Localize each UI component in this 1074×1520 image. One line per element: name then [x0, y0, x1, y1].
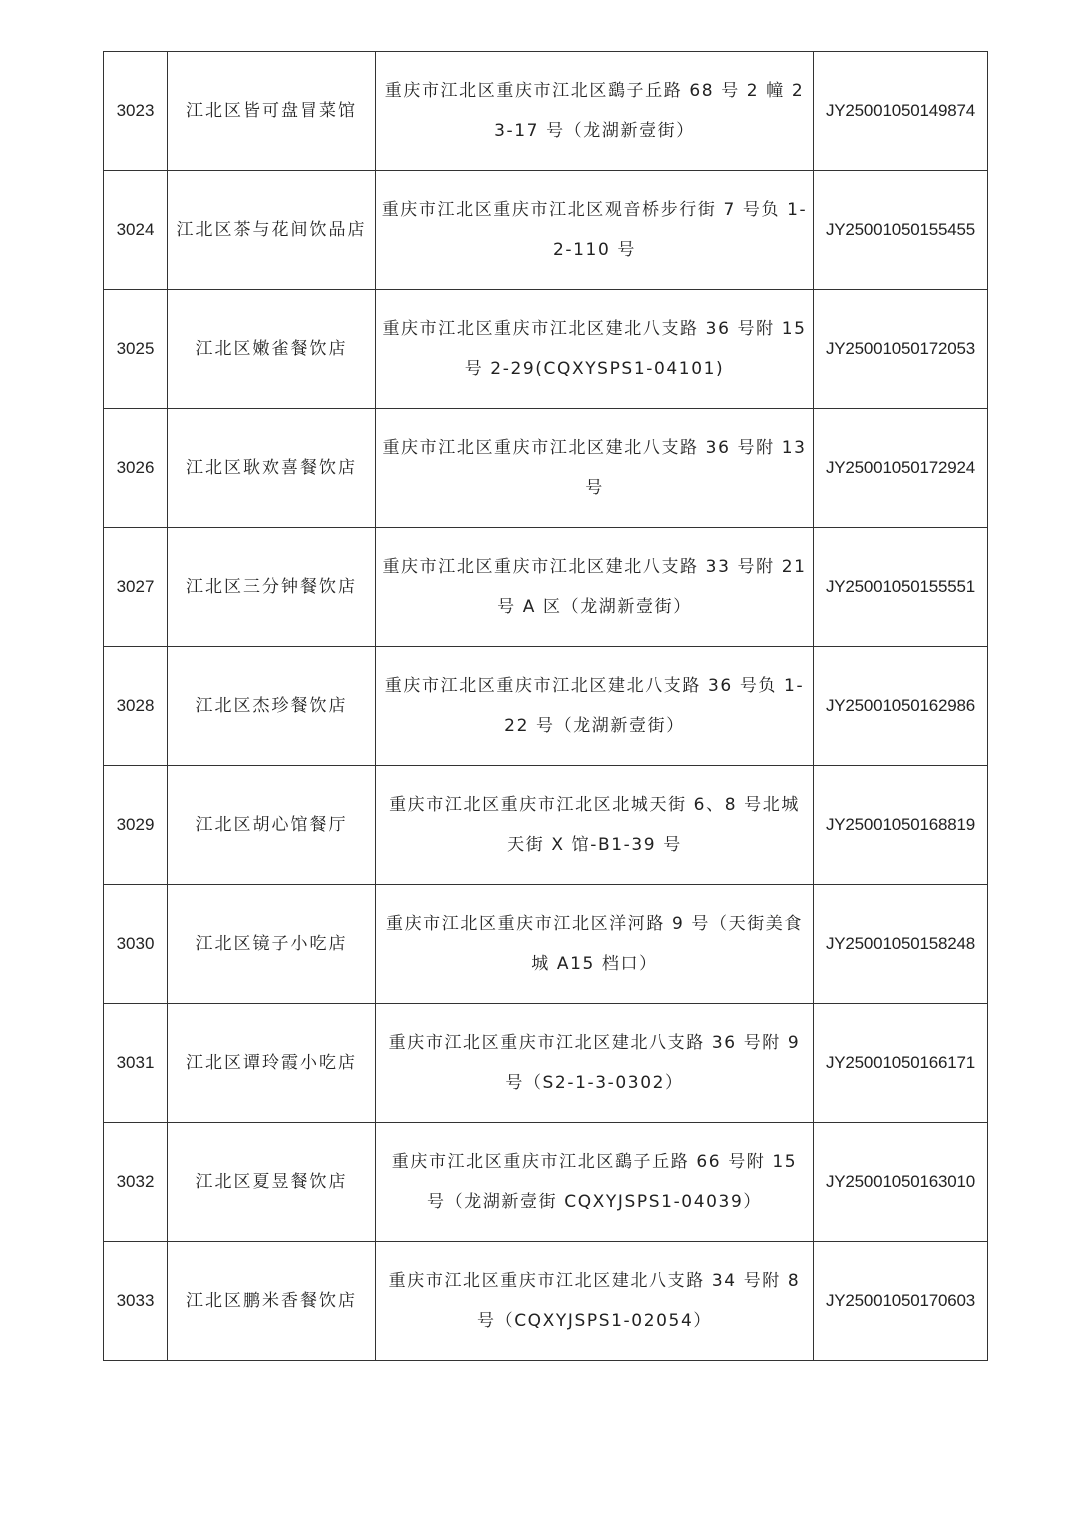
business-name: 江北区镜子小吃店	[168, 885, 376, 1004]
table-row	[104, 528, 988, 647]
row-number: 3024	[104, 171, 168, 290]
license-number: JY25001050163010	[814, 1123, 988, 1242]
license-number: JY25001050172924	[814, 409, 988, 528]
table-row	[104, 52, 988, 171]
row-number: 3023	[104, 52, 168, 171]
license-number: JY25001050158248	[814, 885, 988, 1004]
business-address: 重庆市江北区重庆市江北区建北八支路 36 号附 13 号	[376, 409, 814, 528]
license-number: JY25001050149874	[814, 52, 988, 171]
table-row	[104, 1242, 988, 1361]
license-number: JY25001050170603	[814, 1242, 988, 1361]
business-name: 江北区夏昱餐饮店	[168, 1123, 376, 1242]
table-row	[104, 290, 988, 409]
license-number: JY25001050155551	[814, 528, 988, 647]
business-address: 重庆市江北区重庆市江北区建北八支路 34 号附 8 号（CQXYJSPS1-02054）	[376, 1242, 814, 1361]
business-name: 江北区鹏米香餐饮店	[168, 1242, 376, 1361]
business-name: 江北区嫩雀餐饮店	[168, 290, 376, 409]
row-number: 3027	[104, 528, 168, 647]
business-address: 重庆市江北区重庆市江北区观音桥步行街 7 号负 1-2-110 号	[376, 171, 814, 290]
business-name: 江北区皆可盘冒菜馆	[168, 52, 376, 171]
table-row	[104, 1004, 988, 1123]
business-address: 重庆市江北区重庆市江北区洋河路 9 号（天街美食城 A15 档口）	[376, 885, 814, 1004]
business-address: 重庆市江北区重庆市江北区建北八支路 36 号负 1-22 号（龙湖新壹街）	[376, 647, 814, 766]
business-address: 重庆市江北区重庆市江北区北城天街 6、8 号北城天街 X 馆-B1-39 号	[376, 766, 814, 885]
business-name: 江北区胡心馆餐厅	[168, 766, 376, 885]
business-address: 重庆市江北区重庆市江北区建北八支路 36 号附 15 号 2-29(CQXYSPS1-04101)	[376, 290, 814, 409]
business-name: 江北区杰珍餐饮店	[168, 647, 376, 766]
business-license-table	[103, 51, 988, 1361]
table-row	[104, 409, 988, 528]
row-number: 3029	[104, 766, 168, 885]
business-address: 重庆市江北区重庆市江北区鷂子丘路 68 号 2 幢 23-17 号（龙湖新壹街）	[376, 52, 814, 171]
license-number: JY25001050162986	[814, 647, 988, 766]
business-address: 重庆市江北区重庆市江北区建北八支路 33 号附 21 号 A 区（龙湖新壹街）	[376, 528, 814, 647]
row-number: 3026	[104, 409, 168, 528]
row-number: 3025	[104, 290, 168, 409]
business-name: 江北区三分钟餐饮店	[168, 528, 376, 647]
row-number: 3032	[104, 1123, 168, 1242]
table-row	[104, 171, 988, 290]
row-number: 3031	[104, 1004, 168, 1123]
license-number: JY25001050172053	[814, 290, 988, 409]
business-address: 重庆市江北区重庆市江北区建北八支路 36 号附 9 号（S2-1-3-0302）	[376, 1004, 814, 1123]
table-row	[104, 1123, 988, 1242]
table-row	[104, 647, 988, 766]
table-row	[104, 766, 988, 885]
business-name: 江北区耿欢喜餐饮店	[168, 409, 376, 528]
business-name: 江北区谭玲霞小吃店	[168, 1004, 376, 1123]
row-number: 3030	[104, 885, 168, 1004]
business-name: 江北区茶与花间饮品店	[168, 171, 376, 290]
row-number: 3033	[104, 1242, 168, 1361]
table-row	[104, 885, 988, 1004]
business-address: 重庆市江北区重庆市江北区鷂子丘路 66 号附 15 号（龙湖新壹街 CQXYJSPS1-04039）	[376, 1123, 814, 1242]
license-number: JY25001050166171	[814, 1004, 988, 1123]
license-number: JY25001050168819	[814, 766, 988, 885]
document-page	[103, 51, 988, 1361]
row-number: 3028	[104, 647, 168, 766]
license-number: JY25001050155455	[814, 171, 988, 290]
